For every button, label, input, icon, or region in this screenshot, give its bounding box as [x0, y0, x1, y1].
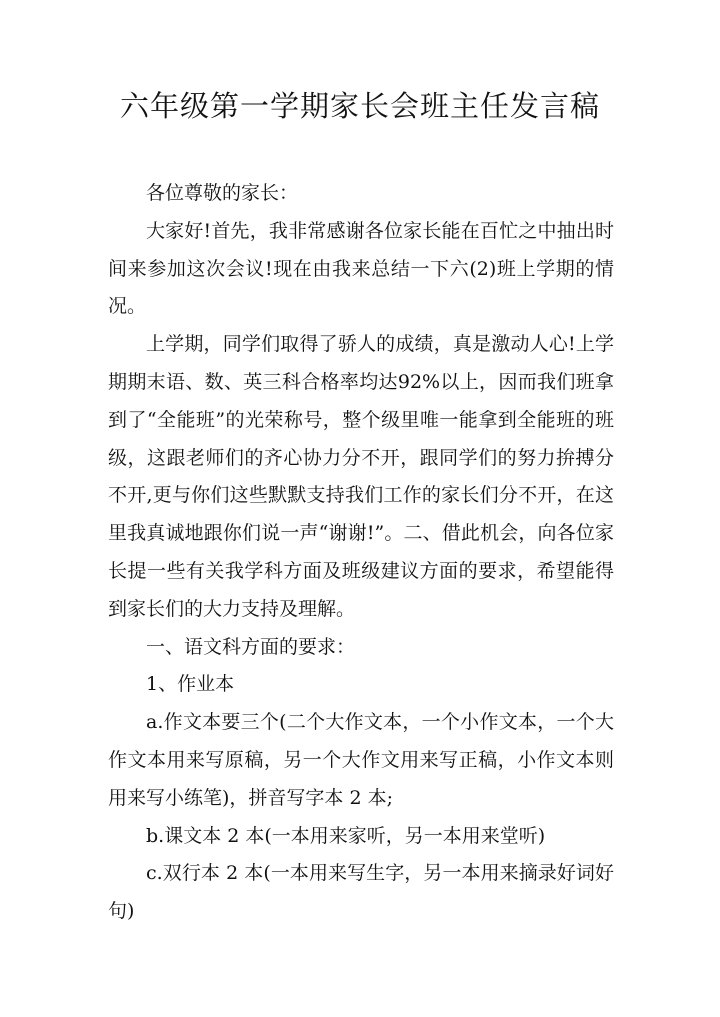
paragraph-item-b: b.课文本 2 本(一本用来家听，另一本用来堂听)	[146, 824, 546, 847]
paragraph-item-a: a.作文本要三个(二个大作文本，一个小作文本，一个大作文本用来写原稿，另一个大作文用来写正稿，小作文本则用来写小练笔)，拼音写字本 2 本;	[108, 711, 614, 809]
paragraph-section-heading: 一、语文科方面的要求：	[146, 635, 356, 658]
paragraph-greeting: 各位尊敬的家长：	[146, 182, 299, 204]
paragraph-opening: 大家好!首先，我非常感谢各位家长能在百忙之中抽出时间来参加这次会议!现在由我来总结一下六(2)班上学期的情况。	[108, 219, 614, 318]
paragraph-item-c: c.双行本 2 本(一本用来写生字，另一本用来摘录好词好句)	[108, 862, 614, 923]
paragraph-achievements: 上学期，同学们取得了骄人的成绩，真是激动人心!上学期期末语、数、英三科合格率均达92%以上，因而我们班拿到了“全能班”的光荣称号，整个级里唯一能拿到全能班的班级，这跟老师们的齐心协力分不开，跟同学们的努力拚搏分不开,更与你们这些默默支持我们工作的家长们分不开，在这里我真诚地跟你们说一声“谢谢!”。二、借此机会，向各位家长提一些有关我学科方面及班级建议方面的要求，希望能得到家长们的大力支持及理解。	[108, 333, 614, 620]
paragraph-item-heading: 1、作业本	[146, 673, 235, 696]
document-title: 六年级第一学期家长会班主任发言稿	[119, 89, 600, 123]
document-body	[108, 175, 614, 931]
